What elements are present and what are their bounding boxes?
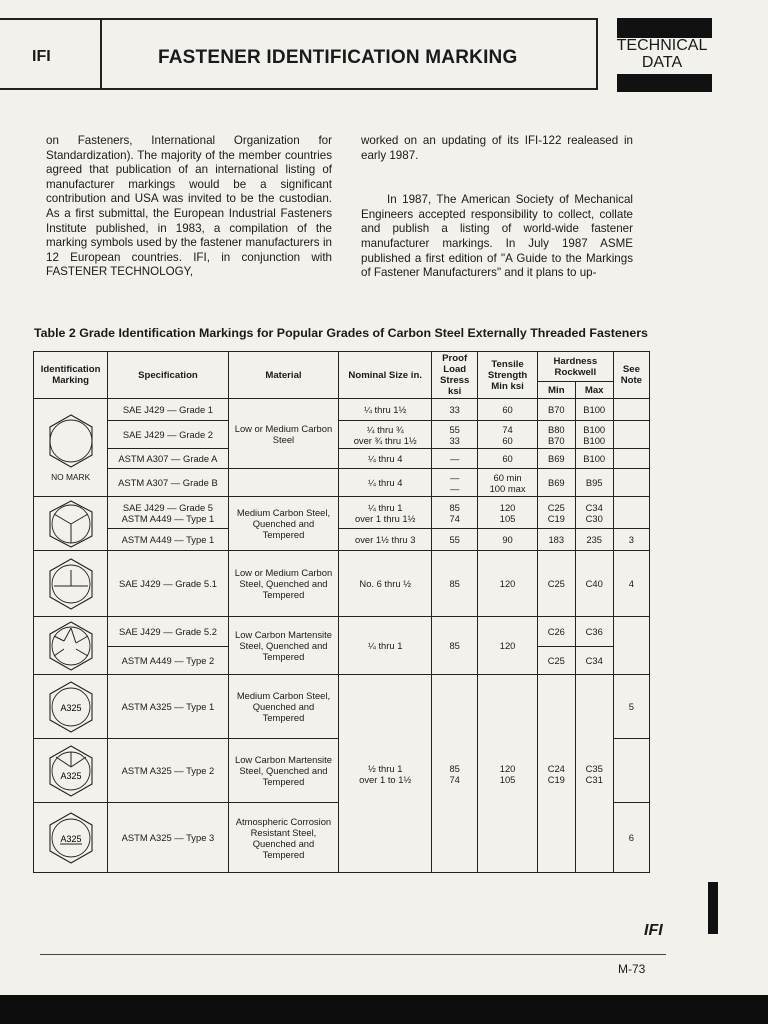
hardness-min-cell: C25 [537,647,575,675]
material-cell: Low Carbon Martensite Steel, Quenched and Tempered [228,739,339,803]
tensile-cell: 120 [478,617,538,675]
org-label: IFI [32,48,51,65]
tensile-cell: 90 [478,529,538,551]
note-cell [613,469,649,497]
section-label-line2: DATA [641,54,683,71]
hardness-max-cell: C34 [575,647,613,675]
section-label [600,37,724,71]
material-cell [228,469,339,497]
header-material: Material [228,352,339,399]
hex-head-a325-icon [46,679,96,735]
material-cell: Atmospheric Corrosion Resistant Steel, Quenched and Tempered [228,803,339,873]
hardness-min-cell: C24 C19 [537,675,575,873]
spec-cell: SAE J429 — Grade 1 [108,399,228,421]
spec-cell: ASTM A449 — Type 2 [108,647,228,675]
tensile-cell: 74 60 [478,421,538,449]
bottom-bar [0,995,768,1024]
proof-cell: 85 [432,551,478,617]
hardness-min-cell: B80 B70 [537,421,575,449]
hex-head-a325-underline-icon [46,810,96,866]
marking-cell [34,803,108,873]
table-caption: Table 2 Grade Identification Markings for Popular Grades of Carbon Steel Externally Threaded Fasteners [34,326,648,340]
section-bar-top [617,18,712,38]
size-cell: ½ thru 1 over 1 to 1½ [339,675,432,873]
marking-cell [34,675,108,739]
hardness-max-cell: 235 [575,529,613,551]
proof-cell: 85 [432,617,478,675]
body-column-right [361,134,633,295]
note-cell [613,617,649,675]
note-cell: 4 [613,551,649,617]
paragraph: In 1987, The American Society of Mechanical Engineers accepted responsibility to collect, collate and publish a listing of world-wide fastener manufacturer markings. In July 1987 ASME published a first edition of "A Guide to the Markings of Fastener Manufacturers" and it plans to up- [361,193,633,280]
section-label-line1: TECHNICAL [616,37,708,54]
section-bar-bottom [617,74,712,92]
grade-table [33,351,650,873]
note-cell [613,421,649,449]
hardness-max-cell: C40 [575,551,613,617]
size-cell: No. 6 thru ½ [339,551,432,617]
size-cell: ¼ thru 1½ [339,399,432,421]
footer-logo: IFI [644,922,663,939]
size-cell: ¼ thru ¾ over ¾ thru 1½ [339,421,432,449]
material-cell: Low Carbon Martensite Steel, Quenched and Tempered [228,617,339,675]
marking-cell [34,497,108,551]
size-cell: over 1½ thru 3 [339,529,432,551]
tensile-cell: 60 [478,399,538,421]
tensile-cell: 120 105 [478,675,538,873]
hex-head-grade51-icon [46,556,96,612]
size-cell: ¼ thru 1 over 1 thru 1½ [339,497,432,529]
marking-cell [34,739,108,803]
proof-cell: 55 33 [432,421,478,449]
note-cell: 6 [613,803,649,873]
table-row [34,449,650,469]
tensile-cell: 120 105 [478,497,538,529]
hardness-min-cell: C26 [537,617,575,647]
spec-cell: ASTM A325 — Type 2 [108,739,228,803]
header-tensile: Tensile Strength Min ksi [478,352,538,399]
material-cell: Low or Medium Carbon Steel [228,399,339,469]
bolt-label: A325 [60,770,82,781]
paragraph: worked on an updating of its IFI-122 realeased in early 1987. [361,134,633,162]
tensile-cell: 60 min 100 max [478,469,538,497]
header-hardness-min: Min [537,382,575,399]
size-cell: ¼ thru 4 [339,469,432,497]
material-cell: Medium Carbon Steel, Quenched and Tempered [228,497,339,551]
hex-head-three-lines-icon [46,498,96,550]
hardness-min-cell: 183 [537,529,575,551]
hardness-min-cell: C25 C19 [537,497,575,529]
note-cell: 3 [613,529,649,551]
hardness-min-cell: B70 [537,399,575,421]
proof-cell: 55 [432,529,478,551]
hardness-max-cell: C35 C31 [575,675,613,873]
proof-cell: 33 [432,399,478,421]
tensile-cell: 60 [478,449,538,469]
table-row [34,399,650,421]
hardness-min-cell: B69 [537,469,575,497]
table-row [34,497,650,529]
size-cell: ¼ thru 1 [339,617,432,675]
page-number: M-73 [618,962,646,976]
proof-cell: 85 74 [432,675,478,873]
spec-cell: SAE J429 — Grade 5.1 [108,551,228,617]
hardness-max-cell: B100 B100 [575,421,613,449]
hardness-max-cell: B95 [575,469,613,497]
header-hardness-max: Max [575,382,613,399]
size-cell: ¼ thru 4 [339,449,432,469]
note-cell [613,739,649,803]
header-see-note: See Note [613,352,649,399]
header-box [0,18,598,90]
marking-cell [34,617,108,675]
spec-cell: ASTM A307 — Grade B [108,469,228,497]
note-cell [613,497,649,529]
footer-divider [40,954,666,955]
spec-cell: ASTM A307 — Grade A [108,449,228,469]
hardness-min-cell: C25 [537,551,575,617]
header-divider [100,20,102,88]
tensile-cell: 120 [478,551,538,617]
note-cell [613,449,649,469]
material-cell: Low or Medium Carbon Steel, Quenched and Tempered [228,551,339,617]
table-row [34,617,650,647]
material-cell: Medium Carbon Steel, Quenched and Tempered [228,675,339,739]
hardness-max-cell: B100 [575,399,613,421]
page-title: FASTENER IDENTIFICATION MARKING [158,47,518,68]
table-row [34,551,650,617]
proof-cell: — [432,449,478,469]
hex-head-a325-lines-icon [46,743,96,799]
hardness-max-cell: B100 [575,449,613,469]
header-proof-load: Proof Load Stress ksi [432,352,478,399]
spec-cell: ASTM A325 — Type 3 [108,803,228,873]
bolt-label: A325 [60,833,82,844]
hardness-max-cell: C34 C30 [575,497,613,529]
hex-head-plain-icon [46,412,96,470]
table-row [34,675,650,739]
spec-cell: SAE J429 — Grade 2 [108,421,228,449]
spec-cell: SAE J429 — Grade 5 ASTM A449 — Type 1 [108,497,228,529]
body-column-left [46,134,332,294]
marking-cell [34,551,108,617]
table-header-row [34,352,650,382]
spec-cell: ASTM A325 — Type 1 [108,675,228,739]
spec-cell: ASTM A449 — Type 1 [108,529,228,551]
hardness-max-cell: C36 [575,617,613,647]
header-marking: Identification Marking [34,352,108,399]
hardness-min-cell: B69 [537,449,575,469]
table-row [34,421,650,449]
proof-cell: — — [432,469,478,497]
bolt-label: A325 [60,702,82,713]
note-cell: 5 [613,675,649,739]
table-row [34,529,650,551]
hex-head-grade52-icon [46,619,96,673]
table-row [34,469,650,497]
note-cell [613,399,649,421]
spec-cell: SAE J429 — Grade 5.2 [108,617,228,647]
header-hardness: Hardness Rockwell [537,352,613,382]
header-specification: Specification [108,352,228,399]
no-mark-label: NO MARK [51,472,91,482]
paragraph: on Fasteners, International Organization for Standardization). The majority of the member countries agreed that publication of an international listing of manufacturer markings would be a significant contribution and USA was invited to be the custodian. As a first submittal, the European Industrial Fasteners Institute published, in 1983, a compilation of the marking symbols used by the fastener manufacturers in 12 European countries. IFI, in conjunction with FASTENER TECHNOLOGY, [46,134,332,279]
header-nominal-size: Nominal Size in. [339,352,432,399]
edge-bar [708,882,718,934]
proof-cell: 85 74 [432,497,478,529]
marking-cell [34,399,108,497]
